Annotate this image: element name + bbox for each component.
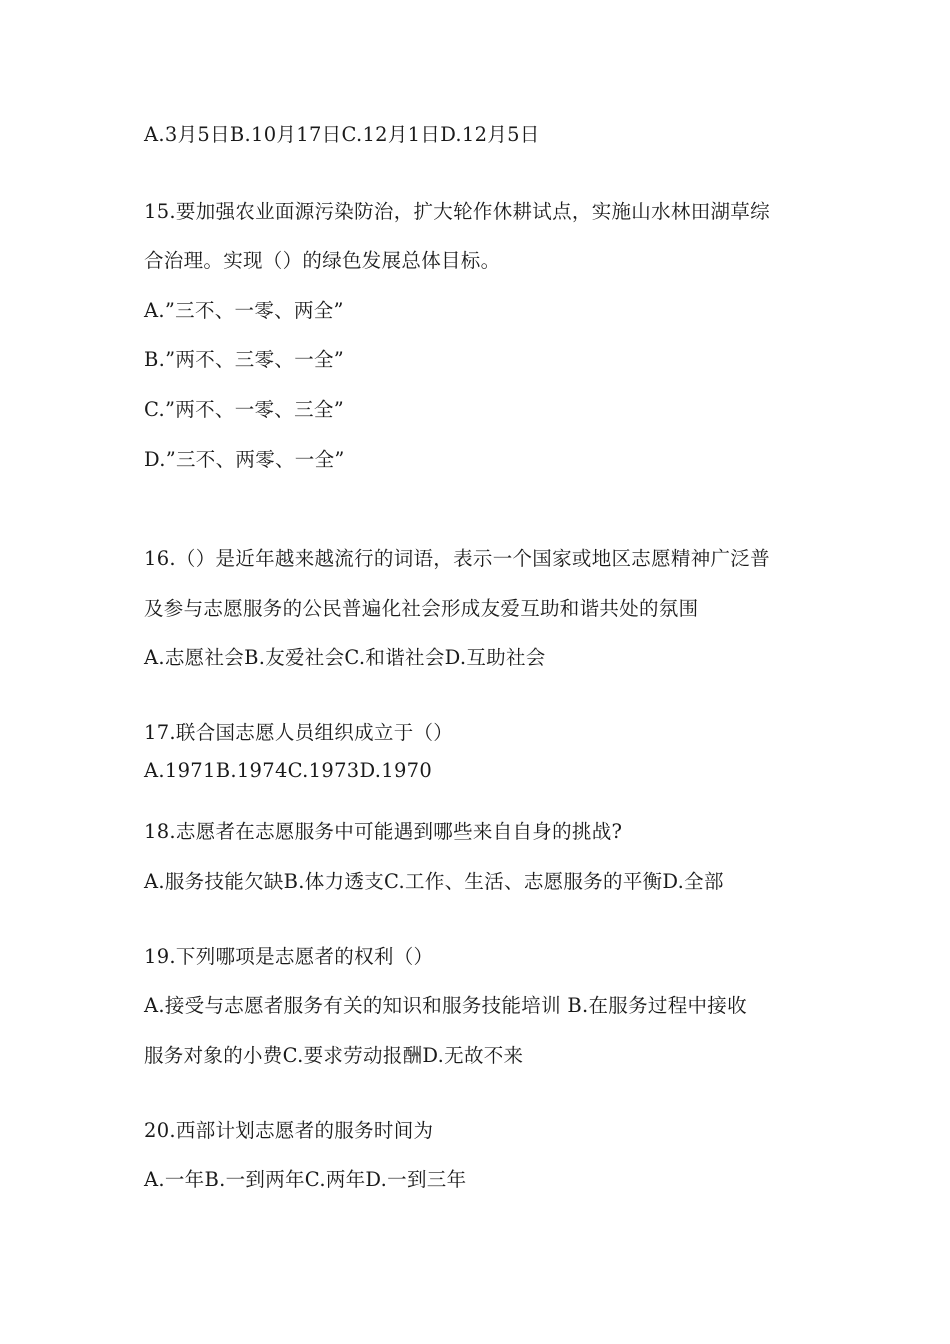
q15-option-a: A.”三不、一零、两全”: [144, 299, 344, 322]
q19-options-line-2: 服务对象的小费C.要求劳动报酬D.无故不来: [144, 1044, 524, 1067]
q14-options: A.3月5日B.10月17日C.12月1日D.12月5日: [144, 123, 540, 146]
q19-options-line-1: A.接受与志愿者服务有关的知识和服务技能培训 B.在服务过程中接收: [144, 994, 747, 1017]
q17-options: A.1971B.1974C.1973D.1970: [144, 759, 433, 782]
q18-question: 18.志愿者在志愿服务中可能遇到哪些来自自身的挑战?: [144, 820, 623, 843]
q15-question-line-1: 15.要加强农业面源污染防治，扩大轮作休耕试点，实施山水林田湖草综: [144, 200, 770, 223]
q20-options: A.一年B.一到两年C.两年D.一到三年: [144, 1168, 467, 1191]
q15-option-d: D.”三不、两零、一全”: [144, 448, 345, 471]
q17-question: 17.联合国志愿人员组织成立于（）: [144, 721, 454, 744]
q16-question-line-2: 及参与志愿服务的公民普遍化社会形成友爱互助和谐共处的氛围: [144, 597, 699, 620]
q15-question-line-2: 合治理。实现（）的绿色发展总体目标。: [144, 249, 501, 272]
q15-option-c: C.”两不、一零、三全”: [144, 398, 344, 421]
q16-options: A.志愿社会B.友爱社会C.和谐社会D.互助社会: [144, 646, 546, 669]
q20-question: 20.西部计划志愿者的服务时间为: [144, 1119, 434, 1142]
q18-options: A.服务技能欠缺B.体力透支C.工作、生活、志愿服务的平衡D.全部: [144, 870, 724, 893]
q16-question-line-1: 16.（）是近年越来越流行的词语，表示一个国家或地区志愿精神广泛普: [144, 547, 770, 570]
q19-question: 19.下列哪项是志愿者的权利（）: [144, 945, 434, 968]
q15-option-b: B.”两不、三零、一全”: [144, 348, 345, 371]
